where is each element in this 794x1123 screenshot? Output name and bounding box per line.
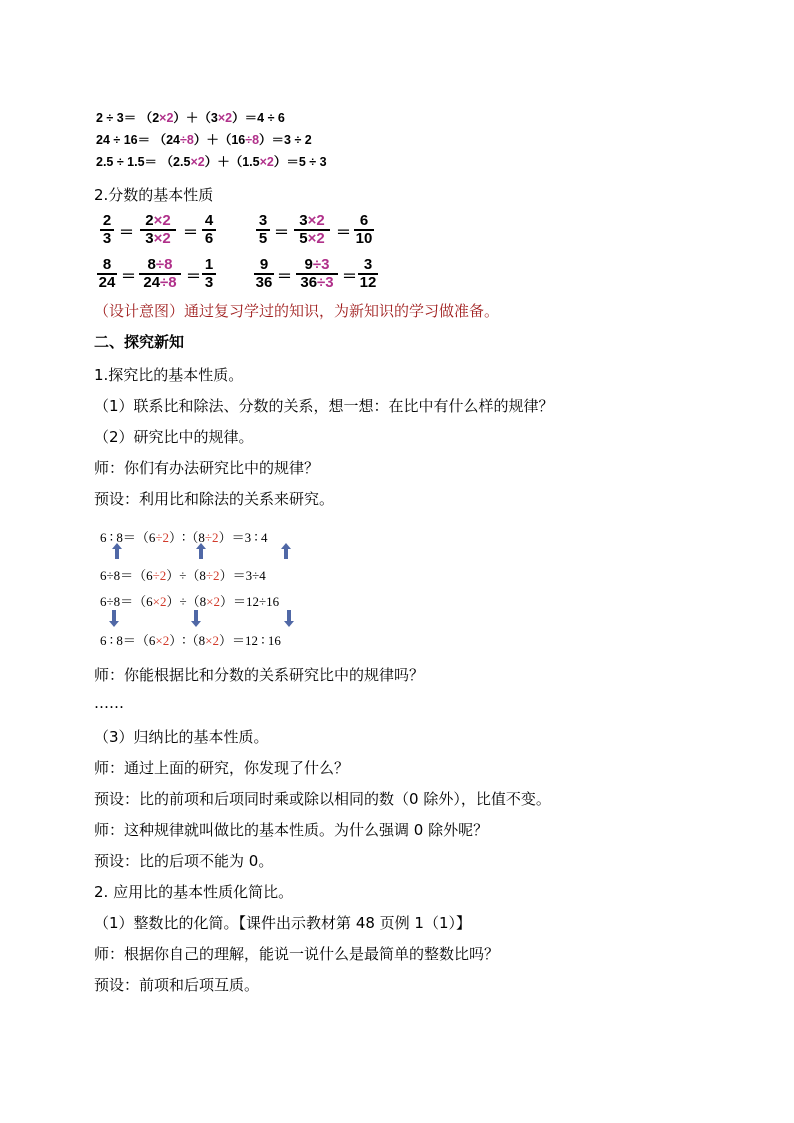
division-example-3: 2.5 ÷ 1.5＝ （2.5×2）＋（1.5×2）＝5 ÷ 3 bbox=[96, 155, 327, 169]
text-line: 师：你们有办法研究比中的规律？ bbox=[94, 459, 320, 477]
fraction-2-3: 2 3 bbox=[100, 214, 114, 246]
fraction-9div3-36div3: 9÷3 36÷3 bbox=[296, 258, 338, 290]
fraction-8-24: 8 24 bbox=[98, 256, 116, 291]
equals-sign: ＝ bbox=[183, 224, 199, 241]
fraction-9-36: 9 36 bbox=[255, 256, 273, 291]
text-line: 预设：前项和后项互质。 bbox=[94, 976, 260, 994]
text-line: 师：你能根据比和分数的关系研究比中的规律吗？ bbox=[94, 666, 425, 684]
equals-sign: ＝ bbox=[186, 268, 202, 285]
fraction-3-12: 3 12 bbox=[359, 256, 377, 291]
section-explore-title: 二、探究新知 bbox=[94, 333, 185, 351]
ratio-row-1: 6 ∶ 8＝（6÷2）∶（8÷2）＝3 ∶ 4 bbox=[100, 530, 268, 545]
division-example-2: 24 ÷ 16＝ （24÷8）＋（16÷8）＝3 ÷ 2 bbox=[96, 133, 312, 147]
equals-sign: ＝ bbox=[277, 268, 293, 285]
fraction-3x2-5x2: 3×2 5×2 bbox=[294, 214, 330, 246]
equals-sign: ＝ bbox=[342, 268, 358, 285]
text-line: （3）归纳比的基本性质。 bbox=[94, 728, 269, 746]
ratio-row-2: 6÷8＝（6÷2）÷（8÷2）＝3÷4 bbox=[100, 568, 266, 583]
text-line: （1）整数比的化简。【课件出示教材第 48 页例 1（1）】 bbox=[94, 914, 472, 932]
equals-sign: ＝ bbox=[336, 224, 352, 241]
text-line: 预设：利用比和除法的关系来研究。 bbox=[94, 490, 335, 508]
fraction-6-10: 6 10 bbox=[355, 212, 373, 247]
fraction-3-5: 3 5 bbox=[256, 214, 270, 246]
division-example-1: 2 ÷ 3＝ （2×2）＋（3×2）＝4 ÷ 6 bbox=[96, 111, 285, 125]
ratio-row-3: 6÷8＝（6×2）÷（8×2）＝12÷16 bbox=[100, 594, 280, 609]
fraction-8div8-24div8: 8÷8 24÷8 bbox=[139, 258, 181, 290]
fraction-2x2-3x2: 2×2 3×2 bbox=[140, 214, 176, 246]
equals-sign: ＝ bbox=[119, 224, 135, 241]
text-line: 2. 应用比的基本性质化简比。 bbox=[94, 883, 294, 901]
text-line: 预设：比的后项不能为 0。 bbox=[94, 852, 274, 870]
ellipsis: …… bbox=[94, 694, 124, 712]
equals-sign: ＝ bbox=[274, 224, 290, 241]
text-line: （2）研究比中的规律。 bbox=[94, 428, 254, 446]
design-intent: （设计意图）通过复习学过的知识，为新知识的学习做准备。 bbox=[94, 302, 500, 320]
text-line: 师：这种规律就叫做比的基本性质。为什么强调 0 除外呢？ bbox=[94, 821, 489, 839]
fraction-4-6: 4 6 bbox=[202, 214, 216, 246]
text-line: （1）联系比和除法、分数的关系，想一想：在比中有什么样的规律？ bbox=[94, 397, 554, 415]
equals-sign: ＝ bbox=[121, 268, 137, 285]
ratio-row-4: 6 ∶ 8＝（6×2）∶（8×2）＝12 ∶ 16 bbox=[100, 633, 281, 648]
text-line: 师：根据你自己的理解，能说一说什么是最简单的整数比吗？ bbox=[94, 945, 500, 963]
text-line: 1.探究比的基本性质。 bbox=[94, 366, 244, 384]
text-line: 预设：比的前项和后项同时乘或除以相同的数（0 除外），比值不变。 bbox=[94, 790, 551, 808]
fraction-section-title: 2.分数的基本性质 bbox=[94, 186, 214, 204]
text-line: 师：通过上面的研究，你发现了什么？ bbox=[94, 759, 350, 777]
fraction-1-3: 1 3 bbox=[202, 258, 216, 290]
